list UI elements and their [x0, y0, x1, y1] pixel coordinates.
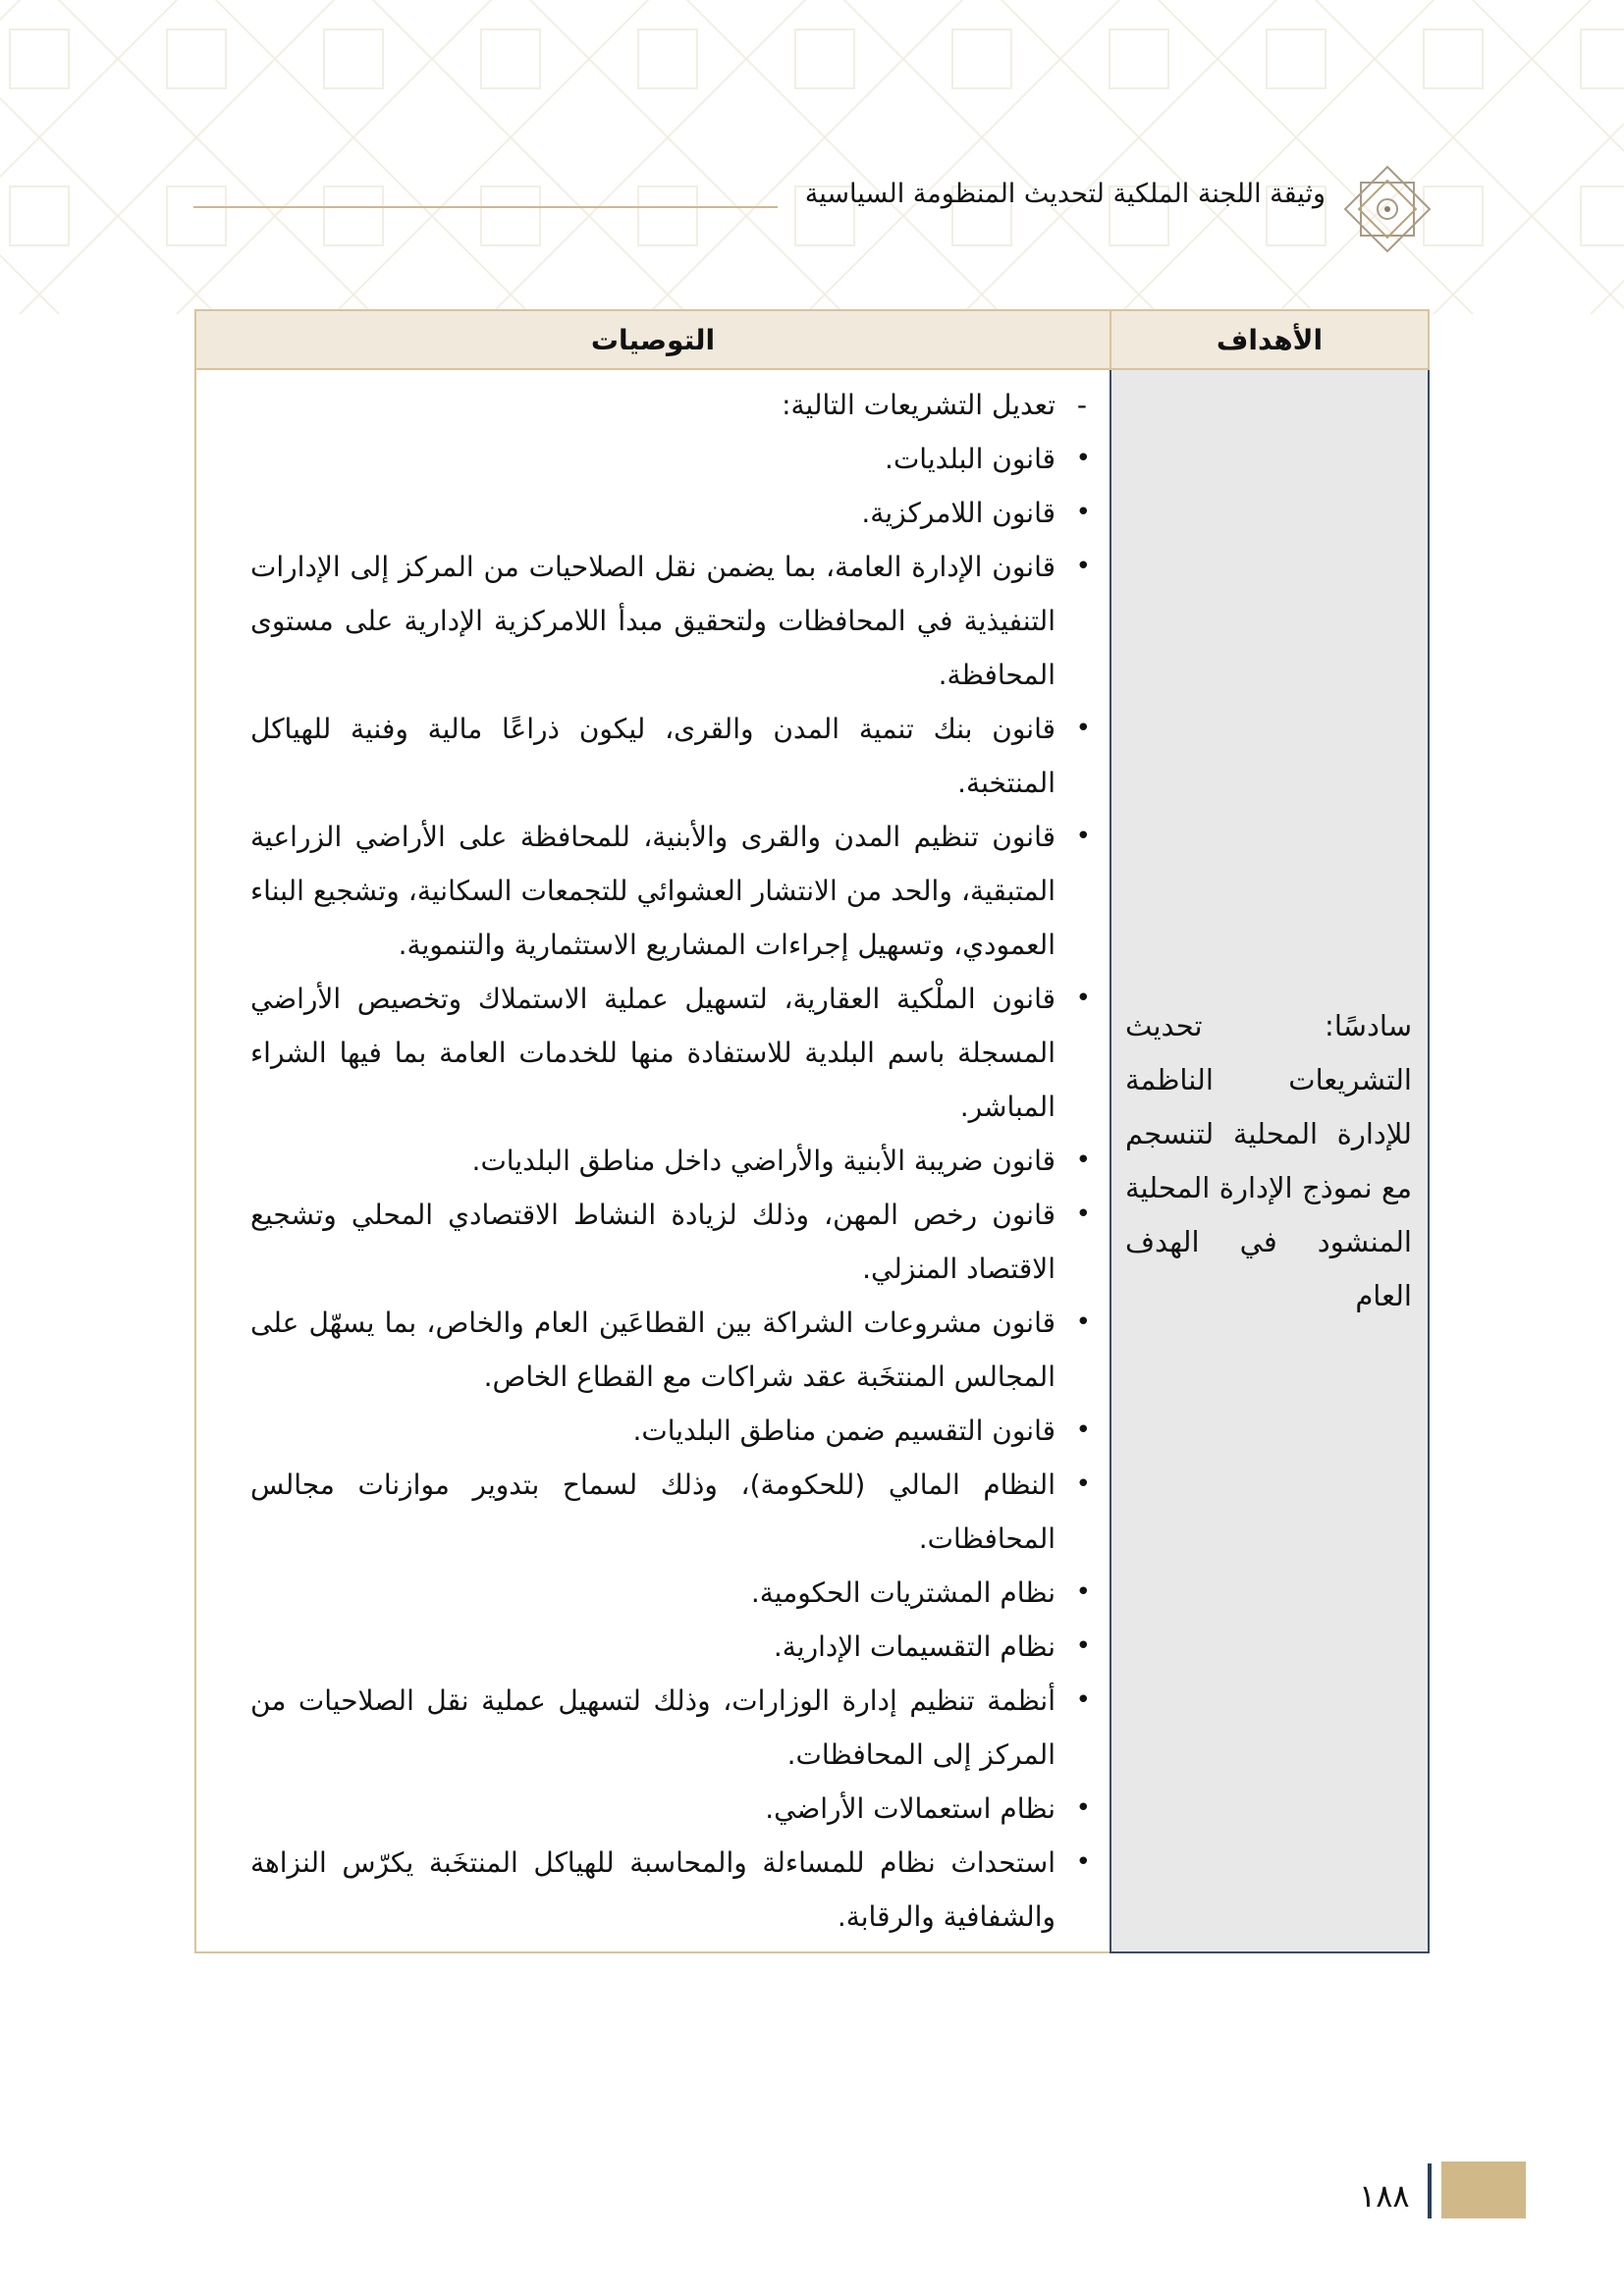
recommendation-item: • قانون التقسيم ضمن مناطق البلديات.: [250, 1404, 1056, 1458]
logo-icon: [1343, 165, 1432, 253]
recommendation-item: • قانون الملْكية العقارية، لتسهيل عملية الاستملاك وتخصيص الأراضي المسجلة باسم البلدية للاستفادة منها للخدمات العامة بما فيها الشراء المباشر.: [250, 972, 1056, 1134]
recommendation-item: • قانون الإدارة العامة، بما يضمن نقل الصلاحيات من المركز إلى الإدارات التنفيذية في المحافظات ولتحقيق مبدأ اللامركزية الإدارية على مستوى المحافظة.: [250, 540, 1056, 702]
recommendation-item: • النظام المالي (للحكومة)، وذلك لسماح بتدوير موازنات مجالس المحافظات.: [250, 1458, 1056, 1566]
goals-column-header: الأهداف: [1110, 310, 1429, 369]
recommendation-item: • قانون تنظيم المدن والقرى والأبنية، للمحافظة على الأراضي الزراعية المتبقية، والحد من الانتشار العشوائي للتجمعات السكانية، وتشجيع البناء العمودي، وتسهيل إجراءات المشاريع الاستثمارية والتنموية.: [250, 810, 1056, 972]
recommendation-list: [250, 432, 1056, 1944]
recommendation-item: • قانون ضريبة الأبنية والأراضي داخل مناطق البلديات.: [250, 1134, 1056, 1188]
header-divider: [193, 206, 778, 208]
page-number-divider: [1428, 2163, 1432, 2218]
recommendation-item: • استحداث نظام للمساءلة والمحاسبة للهياكل المنتخَبة يكرّس النزاهة والشفافية والرقابة.: [250, 1836, 1056, 1944]
recommendation-item: • قانون اللامركزية.: [250, 486, 1056, 540]
recommendation-item: • نظام استعمالات الأراضي.: [250, 1782, 1056, 1836]
recommendation-item: • قانون مشروعات الشراكة بين القطاعَين العام والخاص، بما يسهّل على المجالس المنتخَبة عقد شراكات مع القطاع الخاص.: [250, 1296, 1056, 1404]
recommendations-table: [194, 309, 1430, 1953]
page-tab-decoration: [1441, 2162, 1526, 2218]
recommendation-item: • أنظمة تنظيم إدارة الوزارات، وذلك لتسهيل عملية نقل الصلاحيات من المركز إلى المحافظات.: [250, 1674, 1056, 1782]
decorative-pattern: [0, 0, 1624, 314]
recommendations-cell: [195, 369, 1110, 1952]
recommendation-item: • نظام المشتريات الحكومية.: [250, 1566, 1056, 1620]
goal-cell: سادسًا: تحديث التشريعات الناظمة للإدارة المحلية لتنسجم مع نموذج الإدارة المحلية المنشود في الهدف العام: [1110, 369, 1429, 1952]
recommendations-column-header: التوصيات: [195, 310, 1110, 369]
recommendation-intro: - تعديل التشريعات التالية:: [250, 378, 1056, 432]
recommendation-item: • قانون بنك تنمية المدن والقرى، ليكون ذراعًا مالية وفنية للهياكل المنتخبة.: [250, 702, 1056, 810]
recommendation-item: • قانون رخص المهن، وذلك لزيادة النشاط الاقتصادي المحلي وتشجيع الاقتصاد المنزلي.: [250, 1188, 1056, 1296]
recommendation-item: • قانون البلديات.: [250, 432, 1056, 486]
document-title: وثيقة اللجنة الملكية لتحديث المنظومة السياسية: [804, 179, 1326, 209]
page-number: ١٨٨: [1359, 2177, 1410, 2215]
recommendation-item: • نظام التقسيمات الإدارية.: [250, 1620, 1056, 1674]
